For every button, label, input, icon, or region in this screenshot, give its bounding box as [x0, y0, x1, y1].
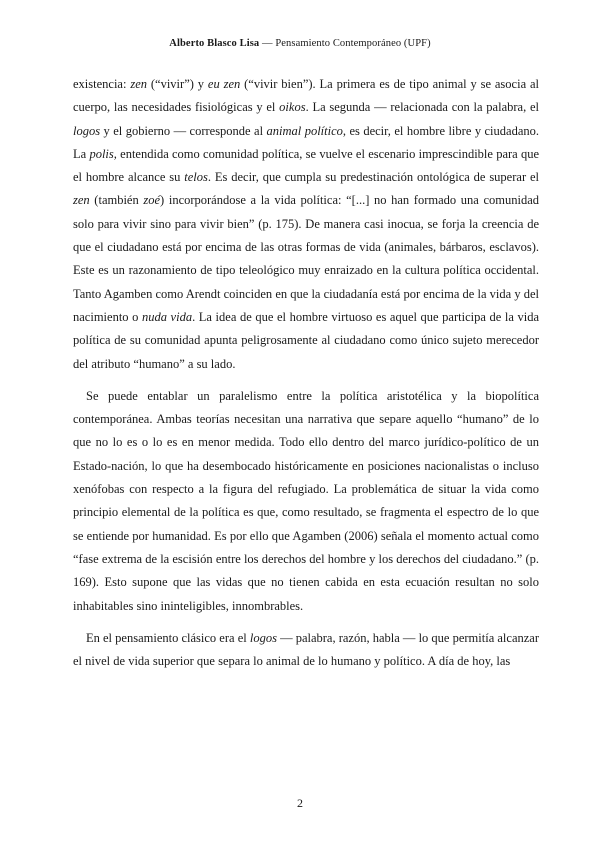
italic-term: oikos	[279, 100, 306, 115]
text-run: (“vivir bien”). La primera es de tipo animal y se asocia al cuerpo, las necesidades fisiológicas y el	[73, 77, 540, 115]
running-header	[0, 38, 600, 49]
italic-term: logos	[249, 630, 277, 645]
body-text	[73, 73, 539, 673]
italic-term: zen	[73, 193, 90, 208]
paragraph-2	[73, 385, 539, 618]
text-run: Se puede entablar un paralelismo entre la política aristotélica y la biopolítica contemporánea. Ambas teorías necesitan una narrativa que separe aquello “humano” de lo que no lo es o lo es en menor medida. Todo ello dentro del marco jurídico-político de un Estado-nación, lo que ha desembocado históricamente en posiciones nacionalistas o incluso xenófobas con respecto a la figura del refugiado. La problemática de situar la vida como principio elemental de la política es que, como resultado, se fragmenta el espectro de lo que se entiende por humanidad. Es por ello que Agamben (2006) señala el momento actual como “fase extrema de la escisión entre los derechos del hombre y los derechos del ciudadano.” (p. 169). Esto supone que las vidas que no tienen cabida en esta ecuación resultan no solo inhabitables sino ininteligibles, innombrables.	[73, 388, 539, 613]
text-run: En el pensamiento clásico era el	[86, 630, 250, 645]
text-run: — palabra, razón, habla — lo que permitía alcanzar el nivel de vida superior que separa lo animal de lo humano y político. A día de hoy, las	[73, 630, 539, 669]
text-run: . Es decir, que cumpla su predestinación ontológica de superar el	[207, 170, 539, 185]
header-author: Alberto Blasco Lisa	[169, 38, 260, 49]
text-run: entendida como comunidad política, se vuelve el escenario imprescindible para que el hombre alcance su	[73, 146, 540, 185]
text-run: . La segunda — relacionada con la palabra, el	[305, 100, 539, 115]
text-run: (también	[89, 193, 144, 208]
italic-term: zen	[130, 77, 147, 91]
paragraph-1	[73, 73, 539, 376]
italic-term: eu zen	[207, 77, 241, 91]
header-course: Pensamiento Contemporáneo (UPF)	[275, 38, 431, 49]
header-separator: —	[259, 38, 276, 49]
text-run: y el gobierno — corresponde al	[100, 123, 267, 138]
italic-term: nuda vida	[141, 309, 193, 324]
text-run: ) incorporándose a la vida política: “[...] no han formado una comunidad solo para vivir sino para vivir bien” (p. 175). De manera casi inocua, se forja la creencia de que el ciudadano está por encima de las otras formas de vida (animales, bárbaros, esclavos). Este es un razonamiento de tipo teleológico muy enraizado en la cultura política occidental. Tanto Agamben como Arendt coinciden en que la ciudadanía está por encima de la vida y del nacimiento o	[73, 193, 539, 324]
italic-term: zoé	[143, 193, 161, 208]
italic-term: animal político	[266, 123, 343, 138]
paragraph-3	[73, 627, 539, 674]
text-run: , es decir, el hombre libre y ciudadano. La	[73, 123, 540, 161]
text-run: existencia:	[73, 77, 131, 91]
text-run: . La idea de que el hombre virtuoso es aquel que participa de la vida política de su comunidad apunta peligrosamente al ciudadano como único sujeto merecedor del atributo “humano” a su lado.	[73, 309, 539, 371]
italic-term: polis,	[89, 146, 117, 161]
text-run: (“vivir”) y	[147, 77, 208, 91]
italic-term: logos	[73, 123, 101, 138]
italic-term: telos	[184, 170, 208, 185]
page-number: 2	[297, 796, 303, 810]
